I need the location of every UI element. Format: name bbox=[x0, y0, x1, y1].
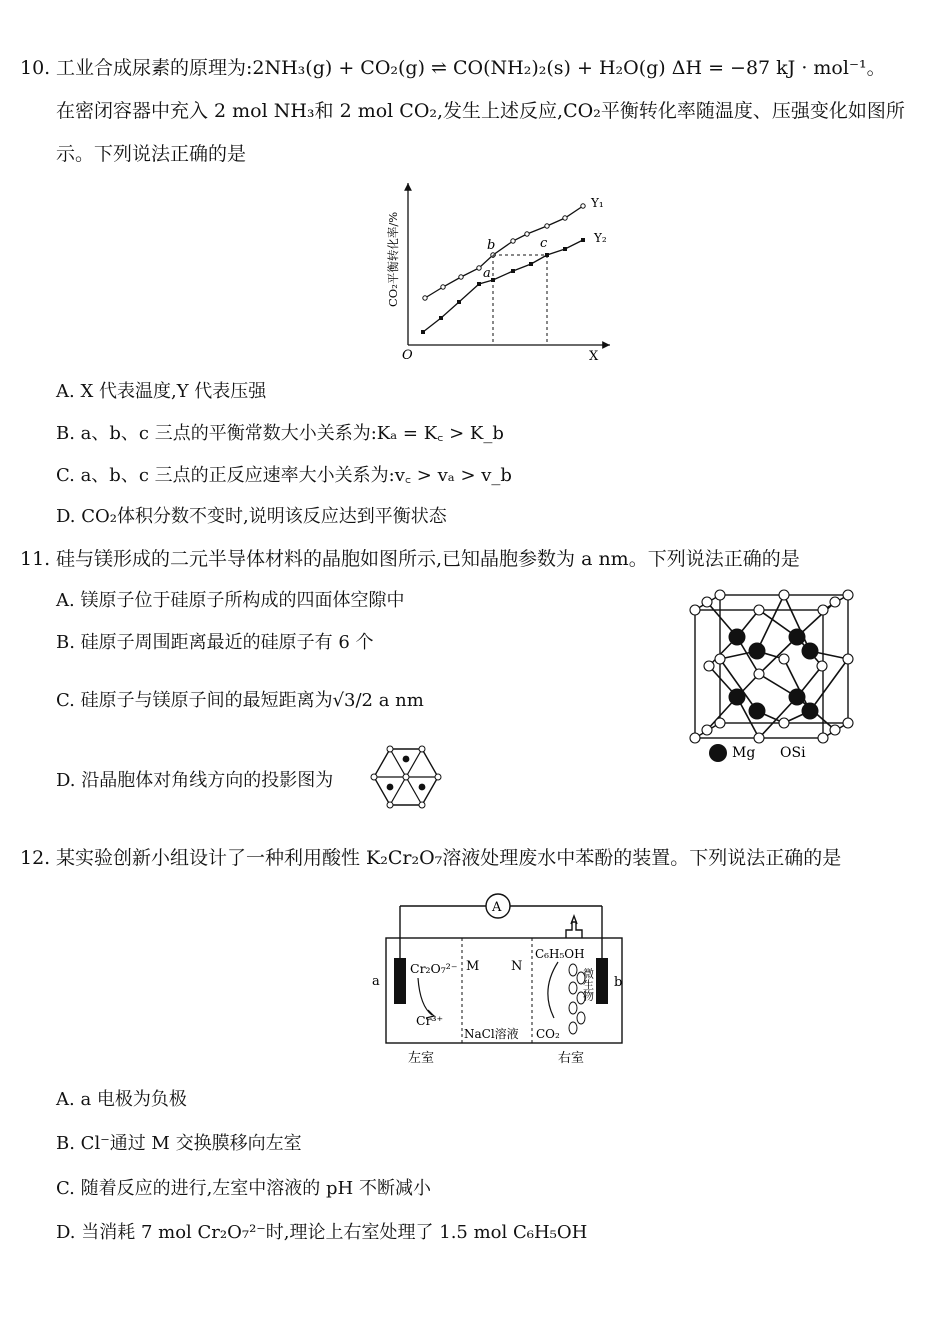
origin-label: O bbox=[402, 348, 413, 363]
series-y2-line bbox=[423, 240, 583, 332]
q12-option-c: C. 随着反应的进行,左室中溶液的 pH 不断减小 bbox=[56, 1178, 431, 1199]
gas-vent bbox=[566, 916, 582, 938]
crystal-cell bbox=[685, 585, 865, 765]
electrode-b bbox=[596, 958, 608, 1004]
q12-option-b: B. Cl⁻通过 M 交换膜移向左室 bbox=[56, 1133, 302, 1154]
series-y1-label: Y₁ bbox=[591, 196, 604, 210]
chromium-ion-label: Cr³⁺ bbox=[416, 1013, 444, 1028]
phenol-label: C₆H₅OH bbox=[535, 947, 585, 961]
question-10-stem-line3: 示。下列说法正确的是 bbox=[56, 143, 247, 165]
point-b-label: b bbox=[487, 238, 496, 253]
conversion-graph bbox=[375, 177, 615, 367]
point-c-label: c bbox=[540, 236, 548, 251]
q12-option-a: A. a 电极为负极 bbox=[56, 1089, 187, 1110]
question-10-stem-line1: 工业合成尿素的原理为:2NH₃(g) + CO₂(g) ⇌ CO(NH₂)₂(s) + H₂O(g) ΔH = −87 kJ · mol⁻¹。 bbox=[56, 57, 886, 79]
q10-option-b: B. a、b、c 三点的平衡常数大小关系为:Kₐ = K꜀ > K_b bbox=[56, 423, 504, 444]
q12-option-d: D. 当消耗 7 mol Cr₂O₇²⁻时,理论上右室处理了 1.5 mol C₆H₅OH bbox=[56, 1222, 588, 1243]
right-room-label: 右室 bbox=[558, 1051, 585, 1066]
co2-label: CO₂ bbox=[536, 1027, 560, 1041]
mg-legend-label: Mg bbox=[732, 745, 756, 761]
q10-option-a: A. X 代表温度,Y 代表压强 bbox=[56, 381, 267, 402]
electrode-b-label: b bbox=[614, 975, 623, 990]
question-12-number: 12. bbox=[20, 847, 51, 869]
microbe-label: 微生物 bbox=[581, 968, 595, 1001]
mg-legend-icon bbox=[709, 744, 727, 762]
crystal-legend bbox=[705, 740, 845, 766]
y-axis-label: CO₂平衡转化率/% bbox=[386, 211, 400, 307]
electrolysis-apparatus bbox=[368, 890, 648, 1070]
series-y2-label: Y₂ bbox=[594, 231, 607, 245]
q10-option-c: C. a、b、c 三点的正反应速率大小关系为:v꜀ > vₐ > v_b bbox=[56, 465, 512, 486]
left-room-label: 左室 bbox=[408, 1051, 435, 1066]
question-10-number: 10. bbox=[20, 57, 51, 79]
series-y1-markers bbox=[423, 204, 585, 300]
q10-option-d: D. CO₂体积分数不变时,说明该反应达到平衡状态 bbox=[56, 506, 447, 527]
si-atoms bbox=[690, 590, 853, 743]
q11-option-a: A. 镁原子位于硅原子所构成的四面体空隙中 bbox=[56, 590, 405, 611]
question-12-stem-line1: 某实验创新小组设计了一种利用酸性 K₂Cr₂O₇溶液处理废水中苯酚的装置。下列说法正确的是 bbox=[56, 847, 842, 869]
reduction-arrow bbox=[418, 978, 432, 1015]
ammeter-label: A bbox=[492, 900, 502, 915]
question-10-stem-line2: 在密闭容器中充入 2 mol NH₃和 2 mol CO₂,发生上述反应,CO₂平衡转化率随温度、压强变化如图所 bbox=[56, 100, 905, 122]
membrane-n-label: N bbox=[511, 959, 523, 974]
point-a-label: a bbox=[483, 266, 491, 281]
q11-option-c: C. 硅原子与镁原子间的最短距离为√3/2 a nm bbox=[56, 690, 424, 711]
electrode-a-label: a bbox=[372, 974, 380, 989]
nacl-solution-label: NaCl溶液 bbox=[464, 1027, 519, 1041]
q11-option-d: D. 沿晶胞体对角线方向的投影图为 bbox=[56, 770, 334, 791]
question-11-stem-line1: 硅与镁形成的二元半导体材料的晶胞如图所示,已知晶胞参数为 a nm。下列说法正确的是 bbox=[56, 548, 800, 570]
series-y1-line bbox=[425, 206, 583, 298]
si-legend-label: OSi bbox=[780, 745, 806, 761]
electrode-a bbox=[394, 958, 406, 1004]
q11-option-b: B. 硅原子周围距离最近的硅原子有 6 个 bbox=[56, 632, 374, 653]
dichromate-label: Cr₂O₇²⁻ bbox=[410, 961, 458, 976]
oxidation-arrow bbox=[548, 962, 558, 1018]
question-11-number: 11. bbox=[20, 548, 51, 570]
membrane-m-label: M bbox=[466, 959, 480, 974]
x-axis-label: X bbox=[589, 349, 599, 364]
projection-hexagon bbox=[370, 745, 442, 809]
